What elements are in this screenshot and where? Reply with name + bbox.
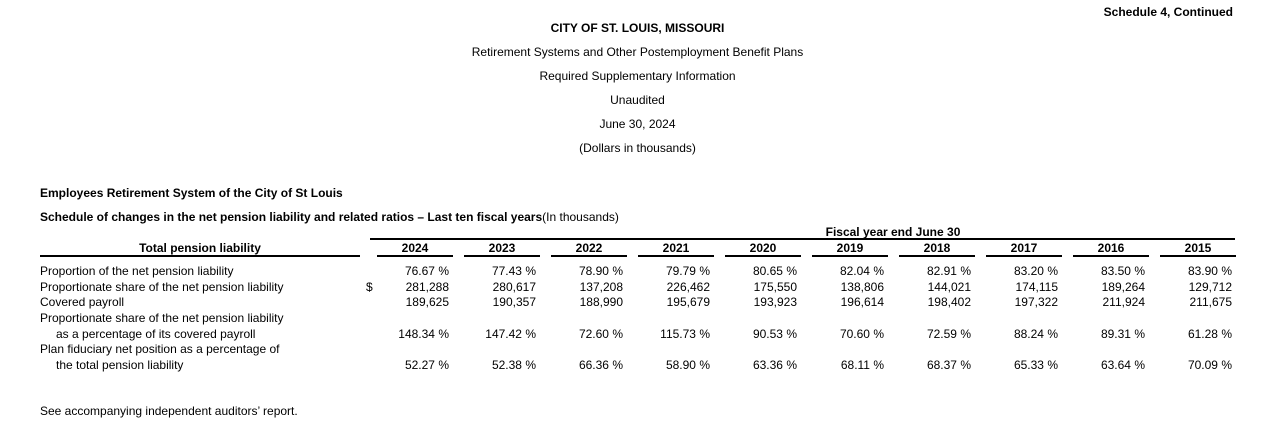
year-header-2019: 2019 bbox=[836, 241, 864, 255]
schedule-label: Schedule 4, Continued bbox=[1103, 5, 1233, 19]
fiscal-year-header: Fiscal year end June 30 bbox=[825, 225, 961, 239]
table-cell: 83.20 % bbox=[1013, 264, 1058, 278]
year-header-2018: 2018 bbox=[923, 241, 951, 255]
currency-symbol: $ bbox=[366, 280, 373, 294]
year-header-2023: 2023 bbox=[488, 241, 516, 255]
year-underline bbox=[1073, 255, 1149, 257]
row-label: Plan fiduciary net position as a percentage of bbox=[40, 342, 280, 356]
table-cell: 66.36 % bbox=[578, 358, 623, 372]
year-header-2016: 2016 bbox=[1097, 241, 1125, 255]
table-cell: 78.90 % bbox=[578, 264, 623, 278]
year-underline bbox=[986, 255, 1062, 257]
table-cell: 138,806 bbox=[840, 280, 884, 294]
row-label: Covered payroll bbox=[40, 295, 125, 309]
table-cell: 190,357 bbox=[492, 295, 536, 309]
table-cell: 137,208 bbox=[579, 280, 623, 294]
table-cell: 76.67 % bbox=[404, 264, 449, 278]
table-cell: 52.38 % bbox=[491, 358, 536, 372]
year-header-2020: 2020 bbox=[749, 241, 777, 255]
table-cell: 129,712 bbox=[1188, 280, 1232, 294]
table-cell: 189,264 bbox=[1101, 280, 1145, 294]
report-units: (Dollars in thousands) bbox=[579, 141, 696, 155]
table-cell: 148.34 % bbox=[398, 327, 449, 341]
report-subtitle: Retirement Systems and Other Postemployment Benefit Plans bbox=[471, 45, 804, 59]
report-subtitle-2: Required Supplementary Information bbox=[539, 69, 736, 83]
table-cell: 80.65 % bbox=[752, 264, 797, 278]
year-underline bbox=[551, 255, 627, 257]
table-cell: 197,322 bbox=[1014, 295, 1058, 309]
fiscal-year-rule bbox=[370, 238, 1235, 240]
row-header-underline bbox=[40, 255, 360, 257]
table-cell: 226,462 bbox=[666, 280, 710, 294]
table-cell: 189,625 bbox=[405, 295, 449, 309]
year-header-2022: 2022 bbox=[575, 241, 603, 255]
section-title: Employees Retirement System of the City of St Louis bbox=[40, 186, 343, 200]
year-underline bbox=[377, 255, 453, 257]
row-label: Proportionate share of the net pension liability bbox=[40, 311, 284, 325]
year-underline bbox=[725, 255, 801, 257]
table-cell: 89.31 % bbox=[1100, 327, 1145, 341]
table-cell: 63.36 % bbox=[752, 358, 797, 372]
report-title: CITY OF ST. LOUIS, MISSOURI bbox=[550, 21, 725, 35]
year-underline bbox=[1160, 255, 1236, 257]
report-date: June 30, 2024 bbox=[599, 117, 676, 131]
table-cell: 82.04 % bbox=[839, 264, 884, 278]
year-header-2024: 2024 bbox=[401, 241, 429, 255]
year-header-2017: 2017 bbox=[1010, 241, 1038, 255]
table-cell: 196,614 bbox=[840, 295, 884, 309]
table-cell: 79.79 % bbox=[665, 264, 710, 278]
table-cell: 72.59 % bbox=[926, 327, 971, 341]
table-cell: 211,675 bbox=[1189, 295, 1232, 309]
table-cell: 281,288 bbox=[405, 280, 449, 294]
table-cell: 72.60 % bbox=[578, 327, 623, 341]
table-cell: 147.42 % bbox=[485, 327, 536, 341]
section-subtitle bbox=[40, 210, 619, 224]
section-subtitle-bold: Schedule of changes in the net pension liability and related ratios – Last ten fiscal years bbox=[40, 210, 543, 224]
table-cell: 175,550 bbox=[753, 280, 797, 294]
table-cell: 83.90 % bbox=[1187, 264, 1232, 278]
table-cell: 144,021 bbox=[927, 280, 971, 294]
table-cell: 70.09 % bbox=[1187, 358, 1232, 372]
table-cell: 90.53 % bbox=[752, 327, 797, 341]
row-label: Proportionate share of the net pension liability bbox=[40, 280, 284, 294]
table-cell: 280,617 bbox=[492, 280, 536, 294]
year-underline bbox=[899, 255, 975, 257]
table-cell: 68.11 % bbox=[840, 358, 884, 372]
table-cell: 63.64 % bbox=[1100, 358, 1145, 372]
table-cell: 77.43 % bbox=[491, 264, 536, 278]
table-cell: 70.60 % bbox=[839, 327, 884, 341]
year-underline bbox=[638, 255, 714, 257]
table-cell: 68.37 % bbox=[926, 358, 971, 372]
table-cell: 58.90 % bbox=[665, 358, 710, 372]
table-cell: 52.27 % bbox=[404, 358, 449, 372]
table-cell: 88.24 % bbox=[1013, 327, 1058, 341]
table-cell: 193,923 bbox=[753, 295, 797, 309]
table-cell: 174,115 bbox=[1015, 280, 1058, 294]
table-cell: 188,990 bbox=[579, 295, 623, 309]
table-cell: 195,679 bbox=[666, 295, 710, 309]
row-label-continued: the total pension liability bbox=[56, 358, 184, 372]
year-underline bbox=[464, 255, 540, 257]
table-cell: 83.50 % bbox=[1100, 264, 1145, 278]
table-cell: 115.73 % bbox=[660, 327, 710, 341]
footer-note: See accompanying independent auditors’ report. bbox=[40, 404, 298, 418]
year-underline bbox=[812, 255, 888, 257]
table-cell: 65.33 % bbox=[1013, 358, 1058, 372]
report-audit-status: Unaudited bbox=[610, 93, 665, 107]
table-cell: 198,402 bbox=[927, 295, 971, 309]
year-header-2021: 2021 bbox=[662, 241, 690, 255]
table-cell: 61.28 % bbox=[1187, 327, 1232, 341]
row-header: Total pension liability bbox=[139, 241, 261, 255]
row-label-continued: as a percentage of its covered payroll bbox=[56, 327, 256, 341]
section-subtitle-note: (In thousands) bbox=[542, 210, 619, 224]
table-cell: 211,924 bbox=[1102, 295, 1145, 309]
year-header-2015: 2015 bbox=[1184, 241, 1212, 255]
table-cell: 82.91 % bbox=[926, 264, 971, 278]
row-label: Proportion of the net pension liability bbox=[40, 264, 234, 278]
